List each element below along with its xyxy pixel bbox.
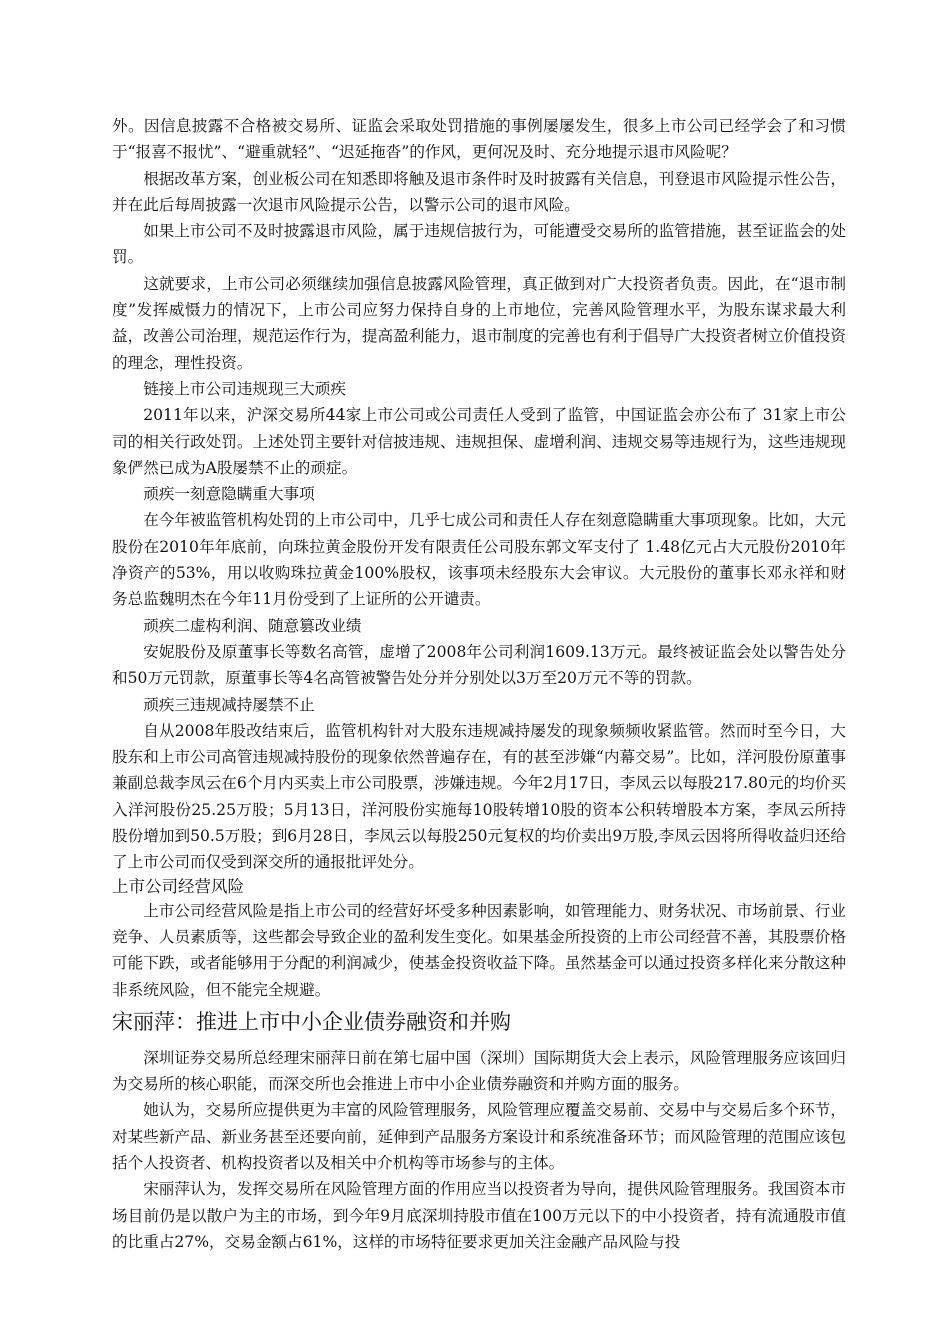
paragraph-continuation: 外。因信息披露不合格被交易所、证监会采取处罚措施的事例屡屡发生，很多上市公司已经学会了和习惯于“报喜不报忧”、“避重就轻”、“迟延拖沓”的作风，更何况及时、充分地提示退市风险呢？ — [112, 117, 846, 162]
link-heading: 链接上市公司违规现三大顽疾 — [143, 379, 346, 398]
document-page — [112, 113, 846, 1255]
paragraph-reform-plan: 根据改革方案，创业板公司在知悉即将触及退市条件时及时披露有关信息，刊登退市风险提示性公告，并在此后每周披露一次退市风险提示公告，以警示公司的退市风险。 — [112, 169, 846, 214]
subheading-issue-two: 顽疾二虚构利润、随意篡改业绩 — [143, 616, 362, 635]
paragraph-disclosure-penalty: 如果上市公司不及时披露退市风险，属于违规信披行为，可能遭受交易所的监管措施，甚至证监会的处罚。 — [112, 222, 846, 267]
paragraph-risk-management: 这就要求，上市公司必须继续加强信息披露风险管理，真正做到对广大投资者负责。因此，在“退市制度”发挥威慑力的情况下，上市公司应努力保持自身的上市地位，完善风险管理水平，为股东谋求最大利益，改善公司治理，规范运作行为，提高盈利能力，退市制度的完善也有利于倡导广大投资者树立价值投资的理念，理性投资。 — [112, 274, 846, 372]
paragraph-issue-three: 自从2008年股改结束后，监管机构针对大股东违规减持屡发的现象频频收紧监管。然而时至今日，大股东和上市公司高管违规减持股份的现象依然普遍存在，有的甚至涉嫌“内幕交易”。比如，洋河股份原董事兼副总裁李凤云在6个月内买卖上市公司股票，涉嫌违规。今年2月17日，李凤云以每股217.80元的均价买入洋河股份25.25万股；5月13日，洋河股份实施每10股转增10股的资本公积转增股本方案，李凤云所持股份增加到50.5万股；到6月28日，李凤云以每股250元复权的均价卖出9万股,李凤云因将所得收益归还给了上市公司而仅受到深交所的通报批评处分。 — [112, 721, 846, 872]
paragraph-operating-risk: 上市公司经营风险是指上市公司的经营好坏受多种因素影响，如管理能力、财务状况、市场前景、行业竞争、人员素质等，这些都会导致企业的盈利发生变化。如果基金所投资的上市公司经营不善，其股票价格可能下跌，或者能够用于分配的利润减少，使基金投资收益下降。虽然基金可以通过投资多样化来分散这种非系统风险，但不能完全规避。 — [112, 901, 846, 999]
paragraph-2011-supervision: 2011年以来，沪深交易所44家上市公司或公司责任人受到了监管，中国证监会亦公布了 31家上市公司的相关行政处罚。上述处罚主要针对信披违规、违规担保、虚增利润、违规交易等违规行为，这些违规现象俨然已成为A股屡禁不止的顽症。 — [112, 406, 846, 477]
subheading-issue-three: 顽疾三违规减持屡禁不止 — [143, 695, 315, 714]
subheading-issue-one: 顽疾一刻意隐瞒重大事项 — [143, 485, 315, 504]
paragraph-song-view: 她认为，交易所应提供更为丰富的风险管理服务，风险管理应覆盖交易前、交易中与交易后多个环节，对某些新产品、新业务甚至还要向前，延伸到产品服务方案设计和系统准备环节；而风险管理的范围应该包括个人投资者、机构投资者以及相关中介机构等市场参与的主体。 — [112, 1101, 846, 1172]
paragraph-issue-one: 在今年被监管机构处罚的上市公司中，几乎七成公司和责任人存在刻意隐瞒重大事项现象。比如，大元股份在2010年年底前，向珠拉黄金股份开发有限责任公司股东郭文军支付了 1.48亿元占大元股份2010年净资产的53%，用以收购珠拉黄金100%股权，该事项未经股东大会审议。大元股份的董事长邓永祥和财务总监魏明杰在今年11月份受到了上证所的公开谴责。 — [112, 511, 846, 609]
paragraph-issue-two: 安妮股份及原董事长等数名高管，虚增了2008年公司利润1609.13万元。最终被证监会处以警告处分和50万元罚款，原董事长等4名高管被警告处分并分别处以3万至20万元不等的罚款。 — [112, 642, 846, 688]
section-heading-operating-risk: 上市公司经营风险 — [112, 876, 244, 896]
paragraph-song-investors: 宋丽萍认为，发挥交易所在风险管理方面的作用应当以投资者为导向，提供风险管理服务。我国资本市场目前仍是以散户为主的市场，到今年9月底深圳持股市值在100万元以下的中小投资者，持有流通股市值的比重占27%，交易金额占61%，这样的市场特征要求更加关注金融产品风险与投 — [112, 1180, 846, 1251]
article-title: 宋丽萍：推进上市中小企业债券融资和并购 — [112, 1009, 511, 1034]
paragraph-song-statement: 深圳证券交易所总经理宋丽萍日前在第七届中国（深圳）国际期货大会上表示，风险管理服务应该回归为交易所的核心职能，而深交所也会推进上市中小企业债券融资和并购方面的服务。 — [112, 1048, 846, 1094]
